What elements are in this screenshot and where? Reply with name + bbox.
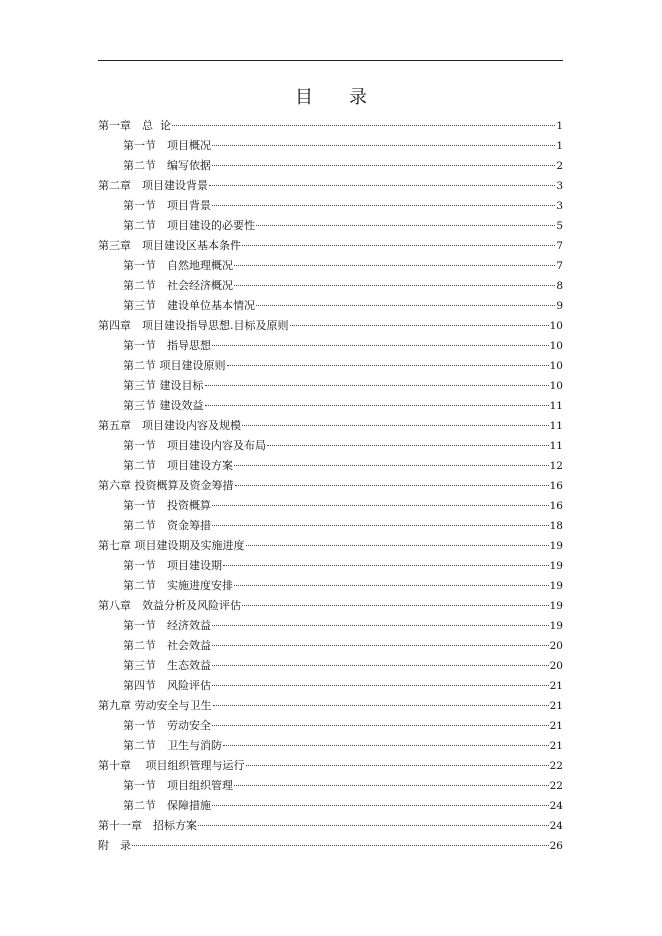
dot-leader [242, 245, 555, 246]
toc-entry-label: 第一节 项目概况 [123, 139, 211, 152]
toc-entry-page-number: 18 [549, 520, 563, 532]
toc-section-entry[interactable] [98, 436, 563, 456]
dot-leader [212, 685, 549, 686]
dot-leader [242, 425, 549, 426]
dot-leader [256, 305, 555, 306]
toc-entry-label: 第二节 项目建设方案 [123, 459, 233, 472]
toc-title: 目 录 [295, 87, 367, 108]
toc-entry-label: 第一节 项目组织管理 [123, 779, 233, 792]
dot-leader [212, 805, 549, 806]
dot-leader [212, 345, 549, 346]
toc-section-entry[interactable] [98, 336, 563, 356]
toc-entry-page-number: 1 [556, 140, 563, 152]
toc-section-entry[interactable] [98, 396, 563, 416]
dot-leader [227, 365, 549, 366]
toc-section-entry[interactable] [98, 776, 563, 796]
toc-entry-page-number: 1 [556, 120, 563, 132]
toc-chapter-entry[interactable] [98, 116, 563, 136]
toc-entry-label: 第一节 指导思想 [123, 339, 211, 352]
toc-entry-page-number: 22 [549, 760, 563, 772]
toc-chapter-entry[interactable] [98, 236, 563, 256]
toc-entry-page-number: 19 [549, 560, 563, 572]
dot-leader [212, 725, 549, 726]
toc-entry-page-number: 3 [556, 180, 563, 192]
dot-leader [212, 625, 549, 626]
toc-section-entry[interactable] [98, 216, 563, 236]
toc-entry-page-number: 21 [549, 740, 563, 752]
toc-entry-page-number: 19 [549, 600, 563, 612]
toc-entry-page-number: 10 [549, 320, 563, 332]
toc-chapter-entry[interactable] [98, 816, 563, 836]
toc-entry-page-number: 11 [549, 420, 563, 432]
toc-chapter-entry[interactable] [98, 476, 563, 496]
toc-section-entry[interactable] [98, 376, 563, 396]
toc-chapter-entry[interactable] [98, 836, 563, 856]
dot-leader [212, 205, 555, 206]
toc-entry-label: 第三节 建设目标 [123, 379, 204, 392]
toc-entry-label: 第二节 保障措施 [123, 799, 211, 812]
dot-leader [212, 525, 549, 526]
toc-entry-page-number: 8 [556, 280, 563, 292]
toc-entry-label: 第二节 项目建设的必要性 [123, 219, 255, 232]
toc-chapter-entry[interactable] [98, 756, 563, 776]
toc-section-entry[interactable] [98, 736, 563, 756]
toc-section-entry[interactable] [98, 136, 563, 156]
toc-section-entry[interactable] [98, 656, 563, 676]
toc-entry-page-number: 26 [549, 840, 563, 852]
toc-section-entry[interactable] [98, 676, 563, 696]
toc-entry-page-number: 11 [549, 400, 563, 412]
toc-entry-label: 第一节 项目建设内容及布局 [123, 439, 266, 452]
toc-entry-page-number: 24 [549, 820, 563, 832]
toc-section-entry[interactable] [98, 296, 563, 316]
dot-leader [235, 485, 549, 486]
toc-entry-page-number: 3 [556, 200, 563, 212]
toc-entry-label: 第三节 建设单位基本情况 [123, 299, 255, 312]
toc-entry-label: 第九章 劳动安全与卫生 [98, 699, 212, 712]
toc-entry-page-number: 19 [549, 620, 563, 632]
dot-leader [212, 145, 555, 146]
toc-chapter-entry[interactable] [98, 536, 563, 556]
toc-entry-label: 第二节 项目建设原则 [123, 359, 226, 372]
toc-entry-label: 第三节 生态效益 [123, 659, 211, 672]
dot-leader [234, 785, 549, 786]
dot-leader [234, 265, 555, 266]
dot-leader [205, 405, 549, 406]
toc-entry-label: 第七章 项目建设期及实施进度 [98, 539, 245, 552]
dot-leader [234, 585, 549, 586]
toc-section-entry[interactable] [98, 196, 563, 216]
toc-entry-label: 第一节 投资概算 [123, 499, 211, 512]
toc-entry-label: 第一节 项目背景 [123, 199, 211, 212]
toc-entry-label: 第十章 项目组织管理与运行 [98, 759, 245, 772]
dot-leader [132, 845, 549, 846]
toc-entry-label: 第一节 经济效益 [123, 619, 211, 632]
toc-entry-page-number: 21 [549, 680, 563, 692]
dot-leader [212, 665, 549, 666]
toc-entry-page-number: 21 [549, 700, 563, 712]
toc-entry-page-number: 2 [556, 160, 563, 172]
toc-entry-page-number: 11 [549, 440, 563, 452]
dot-leader [212, 645, 549, 646]
toc-section-entry[interactable] [98, 276, 563, 296]
toc-chapter-entry[interactable] [98, 316, 563, 336]
toc-entry-label: 第三节 建设效益 [123, 399, 204, 412]
toc-entry-label: 第八章 效益分析及风险评估 [98, 599, 241, 612]
toc-entry-page-number: 20 [549, 640, 563, 652]
toc-entry-label: 第五章 项目建设内容及规模 [98, 419, 241, 432]
toc-entry-page-number: 9 [556, 300, 563, 312]
table-of-contents [98, 116, 563, 856]
toc-entry-page-number: 16 [549, 500, 563, 512]
toc-chapter-entry[interactable] [98, 176, 563, 196]
dot-leader [246, 545, 549, 546]
dot-leader [212, 505, 549, 506]
toc-entry-label: 第二章 项目建设背景 [98, 179, 208, 192]
dot-leader [267, 445, 549, 446]
toc-section-entry[interactable] [98, 516, 563, 536]
toc-entry-page-number: 10 [549, 360, 563, 372]
toc-section-entry[interactable] [98, 256, 563, 276]
toc-entry-label: 第一节 自然地理概况 [123, 259, 233, 272]
dot-leader [223, 565, 549, 566]
toc-section-entry[interactable] [98, 496, 563, 516]
toc-entry-label: 第十一章 招标方案 [98, 819, 197, 832]
toc-entry-label: 第二节 社会经济概况 [123, 279, 233, 292]
toc-entry-page-number: 7 [556, 260, 563, 272]
dot-leader [234, 465, 549, 466]
toc-section-entry[interactable] [98, 156, 563, 176]
toc-section-entry[interactable] [98, 616, 563, 636]
toc-section-entry[interactable] [98, 636, 563, 656]
dot-leader [212, 165, 555, 166]
toc-entry-label: 附 录 [98, 839, 131, 852]
toc-entry-page-number: 22 [549, 780, 563, 792]
toc-entry-page-number: 10 [549, 340, 563, 352]
toc-entry-page-number: 24 [549, 800, 563, 812]
dot-leader [213, 705, 549, 706]
toc-section-entry[interactable] [98, 716, 563, 736]
toc-entry-label: 第一节 项目建设期 [123, 559, 222, 572]
dot-leader [205, 385, 549, 386]
dot-leader [198, 825, 549, 826]
toc-entry-label: 第一节 劳动安全 [123, 719, 211, 732]
dot-leader [209, 185, 555, 186]
dot-leader [172, 125, 555, 126]
toc-entry-page-number: 20 [549, 660, 563, 672]
toc-section-entry[interactable] [98, 576, 563, 596]
dot-leader [256, 225, 555, 226]
toc-entry-label: 第二节 编写依据 [123, 159, 211, 172]
toc-entry-label: 第二节 社会效益 [123, 639, 211, 652]
toc-entry-page-number: 5 [556, 220, 563, 232]
dot-leader [223, 745, 549, 746]
toc-section-entry[interactable] [98, 456, 563, 476]
toc-entry-page-number: 7 [556, 240, 563, 252]
dot-leader [290, 325, 549, 326]
toc-entry-label: 第二节 资金筹措 [123, 519, 211, 532]
toc-entry-label: 第四节 风险评估 [123, 679, 211, 692]
dot-leader [246, 765, 549, 766]
toc-section-entry[interactable] [98, 356, 563, 376]
toc-entry-label: 第一章 总 论 [98, 119, 171, 132]
toc-entry-page-number: 19 [549, 540, 563, 552]
toc-section-entry[interactable] [98, 796, 563, 816]
toc-chapter-entry[interactable] [98, 596, 563, 616]
toc-entry-label: 第四章 项目建设指导思想.目标及原则 [98, 319, 289, 332]
toc-entry-label: 第六章 投资概算及资金筹措 [98, 479, 234, 492]
toc-entry-label: 第二节 卫生与消防 [123, 739, 222, 752]
toc-entry-label: 第三章 项目建设区基本条件 [98, 239, 241, 252]
toc-section-entry[interactable] [98, 556, 563, 576]
toc-entry-page-number: 21 [549, 720, 563, 732]
toc-entry-page-number: 12 [549, 460, 563, 472]
toc-chapter-entry[interactable] [98, 696, 563, 716]
header-rule [98, 60, 563, 61]
toc-chapter-entry[interactable] [98, 416, 563, 436]
toc-entry-label: 第二节 实施进度安排 [123, 579, 233, 592]
toc-entry-page-number: 16 [549, 480, 563, 492]
dot-leader [242, 605, 549, 606]
dot-leader [234, 285, 555, 286]
toc-entry-page-number: 19 [549, 580, 563, 592]
toc-entry-page-number: 10 [549, 380, 563, 392]
